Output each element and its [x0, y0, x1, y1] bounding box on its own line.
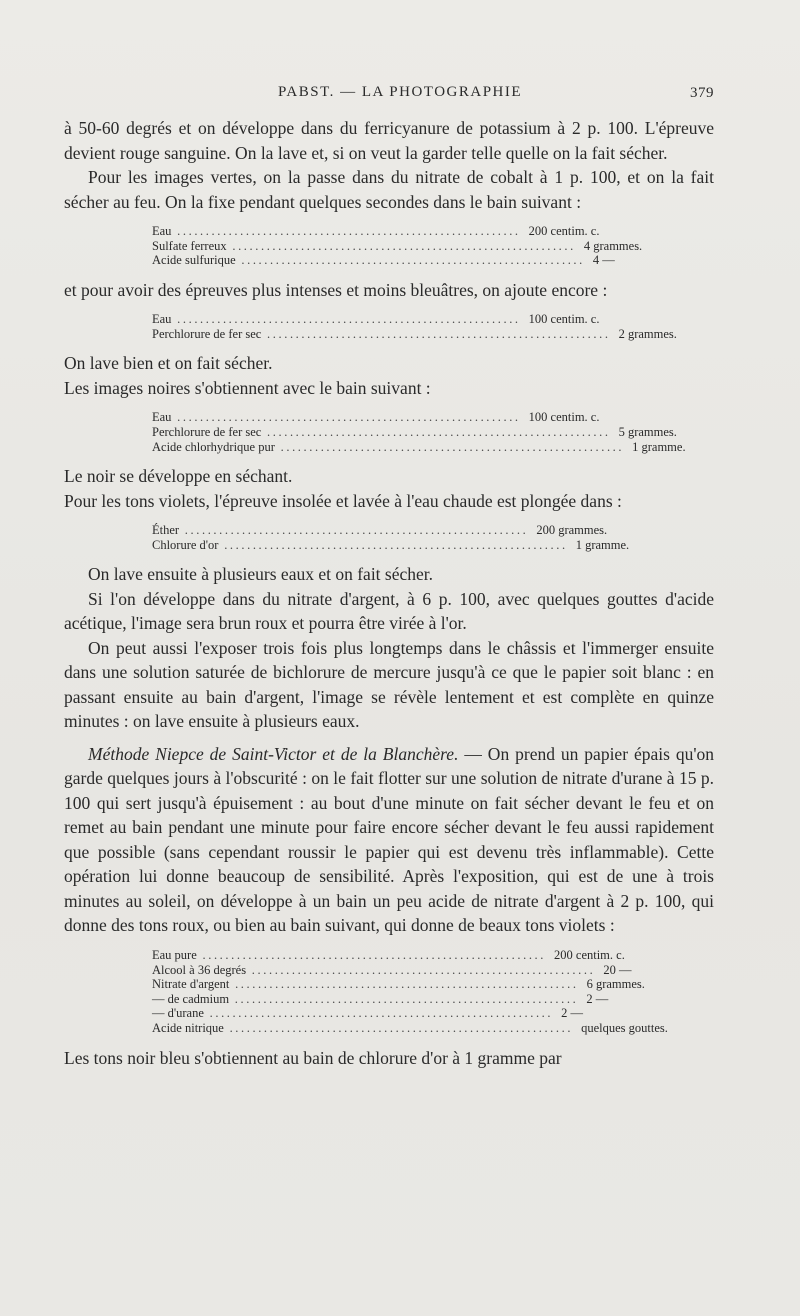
- recipe-row: [152, 977, 668, 992]
- recipe-row: [152, 538, 668, 553]
- recipe-row: [152, 992, 668, 1007]
- recipe-ingredient: Nitrate d'argent ............................................................: [152, 977, 579, 992]
- paragraph: On peut aussi l'exposer trois fois plus longtemps dans le châssis et l'immerger ensuite dans une solution saturée de bichlorure de mercure jusqu'à ce que le papier soit blanc : en passant ensuite au bain d'argent, l'image se révèle lentement et est complète en quinze minutes : on lave ensuite à plusieurs eaux.: [64, 637, 714, 732]
- recipe-table: [152, 224, 668, 268]
- recipe-ingredient: Eau pure ............................................................: [152, 947, 547, 962]
- recipe-quantity: 6 grammes.: [586, 977, 645, 992]
- recipe-ingredient: Acide sulfurique ............................................................: [152, 253, 585, 268]
- recipe-row: [152, 523, 668, 538]
- page-number: 379: [690, 85, 714, 101]
- recipe-row: [152, 253, 668, 268]
- paragraph: Les tons noir bleu s'obtiennent au bain de chlorure d'or à 1 gramme par: [64, 1047, 562, 1068]
- paragraph: à 50-60 degrés et on développe dans du ferricyanure de potassium à 2 p. 100. L'épreuve devient rouge sanguine. On la lave et, si on veut la garder telle quelle on la fait sécher.: [64, 118, 714, 163]
- recipe-row: [152, 239, 668, 254]
- recipe-table: [152, 312, 677, 341]
- paragraph: Pour les tons violets, l'épreuve insolée et lavée à l'eau chaude est plongée dans :: [64, 490, 622, 511]
- recipe-quantity: 20 —: [603, 962, 632, 977]
- recipe-ingredient: — d'urane ............................................................: [152, 1006, 554, 1021]
- recipe-ingredient: Perchlorure de fer sec ............................................................: [152, 425, 611, 440]
- recipe-ingredient: Eau ............................................................: [152, 410, 521, 425]
- page-body: [64, 116, 714, 1070]
- recipe-ingredient: Acide chlorhydrique pur ............................................................: [152, 439, 625, 454]
- recipe-quantity: 200 grammes.: [536, 523, 608, 538]
- recipe-row: [152, 425, 677, 440]
- recipe-row: [152, 963, 668, 978]
- recipe-ingredient: Perchlorure de fer sec ............................................................: [152, 326, 611, 341]
- recipe-row: [152, 326, 677, 342]
- recipe-ingredient: Acide nitrique ............................................................: [152, 1020, 574, 1035]
- recipe-quantity: 2 —: [561, 1006, 583, 1021]
- recipe-row: [152, 410, 668, 425]
- recipe-row: [152, 1021, 668, 1036]
- recipe-quantity: 4 —: [592, 253, 615, 268]
- recipe-row: [152, 224, 668, 239]
- paragraph: et pour avoir des épreuves plus intenses et moins bleuâtres, on ajoute encore :: [64, 279, 608, 300]
- recipe-quantity: 200 centim. c.: [554, 947, 625, 962]
- recipe-quantity: 2 grammes.: [618, 326, 677, 341]
- recipe-quantity: 1 gramme.: [632, 439, 686, 454]
- recipe-ingredient: Chlorure d'or ............................................................: [152, 537, 568, 552]
- recipe-quantity: 5 grammes.: [618, 425, 677, 440]
- recipe-quantity: 100 centim. c.: [528, 410, 600, 425]
- paragraph: Pour les images vertes, on la passe dans du nitrate de cobalt à 1 p. 100, et on la fait sécher au feu. On la fixe pendant quelques secondes dans le bain suivant :: [64, 167, 714, 212]
- running-title: PABST. — LA PHOTOGRAPHIE: [277, 84, 523, 100]
- paragraph: [64, 742, 714, 938]
- recipe-table: [152, 523, 668, 552]
- paragraph-text: — On prend un papier épais qu'on garde quelques jours à l'obscurité : on le fait flotter sur une solution de nitrate d'urane à 15 p. 100 qui sert jusqu'à épuisement : au bout d'une minute on fait sécher devant le feu et on remet au bain pendant une minute pour faire encore sécher devant le feu aussi rapidement que possible (sans cependant roussir le papier qui est devenu très inflammable). Cette opération lui donne beaucoup de sensibilité. Après l'exposition, qui est de une à trois minutes au soleil, on développe à un bain un peu acide de nitrate d'argent à 2 p. 100, qui donne des tons roux, ou bien au bain suivant, qui donne de beaux tons violets :: [64, 743, 714, 936]
- recipe-quantity: 200 centim. c.: [528, 224, 600, 238]
- running-header: [0, 84, 800, 108]
- recipe-quantity: 100 centim. c.: [528, 312, 600, 327]
- recipe-ingredient: Sulfate ferreux ............................................................: [152, 238, 576, 253]
- recipe-ingredient: Éther ............................................................: [152, 523, 529, 538]
- paragraph: Le noir se développe en séchant.: [64, 466, 293, 487]
- recipe-ingredient: — de cadmium ............................................................: [152, 991, 579, 1006]
- section-title-italic: Méthode Niepce de Saint-Victor et de la Blanchère.: [88, 743, 459, 764]
- paragraph: Les images noires s'obtiennent avec le bain suivant :: [64, 377, 431, 398]
- recipe-row: [152, 1006, 668, 1021]
- recipe-table: [152, 948, 668, 1036]
- recipe-ingredient: Eau ............................................................: [152, 224, 521, 238]
- recipe-quantity: 1 gramme.: [575, 537, 630, 552]
- paragraph: Si l'on développe dans du nitrate d'argent, à 6 p. 100, avec quelques gouttes d'acide acétique, l'image sera brun roux et pourra être virée à l'or.: [64, 588, 714, 634]
- recipe-quantity: 2 —: [586, 991, 609, 1006]
- recipe-table: [152, 410, 686, 454]
- paragraph: On lave bien et on fait sécher.: [64, 353, 273, 374]
- recipe-quantity: 4 grammes.: [583, 238, 643, 253]
- paragraph: On lave ensuite à plusieurs eaux et on fait sécher.: [88, 564, 434, 585]
- recipe-quantity: quelques gouttes.: [581, 1020, 668, 1035]
- recipe-ingredient: Alcool à 36 degrés ............................................................: [152, 962, 596, 977]
- recipe-ingredient: Eau ............................................................: [152, 312, 521, 327]
- recipe-row: [152, 948, 668, 963]
- recipe-row: [152, 439, 686, 455]
- recipe-row: [152, 312, 668, 327]
